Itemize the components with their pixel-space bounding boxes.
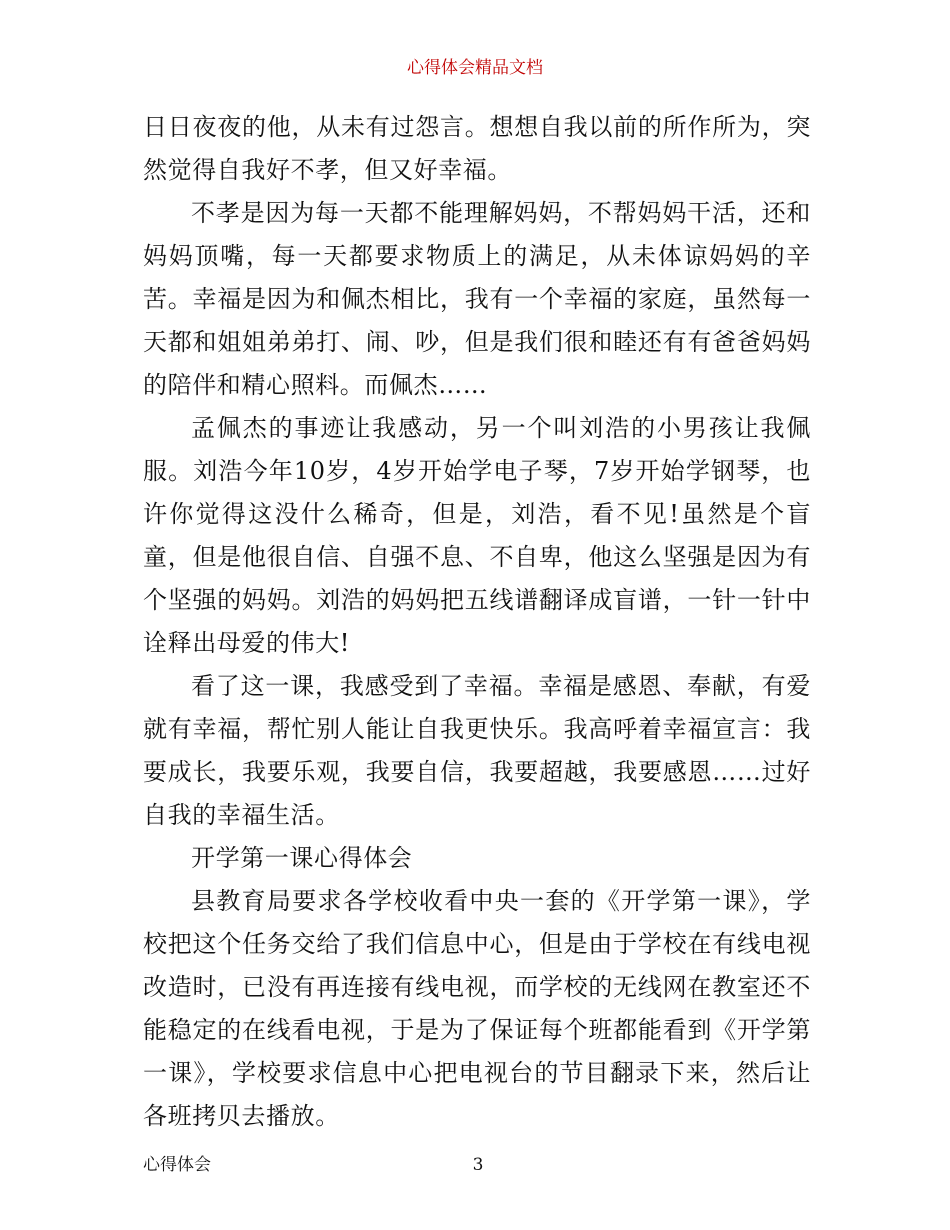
paragraph-continuation: 日日夜夜的他，从未有过怨言。想想自我以前的所作所为，突然觉得自我好不孝，但又好幸福。 [143, 113, 811, 184]
paragraph: 不孝是因为每一天都不能理解妈妈，不帮妈妈干活，还和妈妈顶嘴，每一天都要求物质上的满足，从未体谅妈妈的辛苦。幸福是因为和佩杰相比，我有一个幸福的家庭，虽然每一天都和姐姐弟弟打、闹、吵，但是我们很和睦还有有爸爸妈妈的陪伴和精心照料。而佩杰…… [143, 199, 811, 399]
footer-label: 心得体会 [143, 1155, 211, 1175]
paragraph: 孟佩杰的事迹让我感动，另一个叫刘浩的小男孩让我佩服。刘浩今年10岁，4岁开始学电子琴，7岁开始学钢琴，也许你觉得这没什么稀奇，但是，刘浩，看不见!虽然是个盲童，但是他很自信、自强不息、不自卑，他这么坚强是因为有个坚强的妈妈。刘浩的妈妈把五线谱翻译成盲谱，一针一针中诠释出母爱的伟大! [143, 414, 811, 657]
section-heading: 开学第一课心得体会 [191, 844, 413, 872]
paragraph: 县教育局要求各学校收看中央一套的《开学第一课》，学校把这个任务交给了我们信息中心，但是由于学校在有线电视改造时，已没有再连接有线电视，而学校的无线网在教室还不能稳定的在线看电视，于是为了保证每个班都能看到《开学第一课》，学校要求信息中心把电视台的节目翻录下来，然后让各班拷贝去播放。 [143, 887, 811, 1130]
header-title: 心得体会精品文档 [407, 58, 543, 78]
page-footer [143, 1153, 811, 1177]
page-number: 3 [472, 1155, 484, 1175]
page-header [0, 57, 950, 79]
document-body [143, 106, 811, 1138]
paragraph: 看了这一课，我感受到了幸福。幸福是感恩、奉献，有爱就有幸福，帮忙别人能让自我更快乐。我高呼着幸福宣言：我要成长，我要乐观，我要自信，我要超越，我要感恩……过好自我的幸福生活。 [143, 672, 811, 829]
